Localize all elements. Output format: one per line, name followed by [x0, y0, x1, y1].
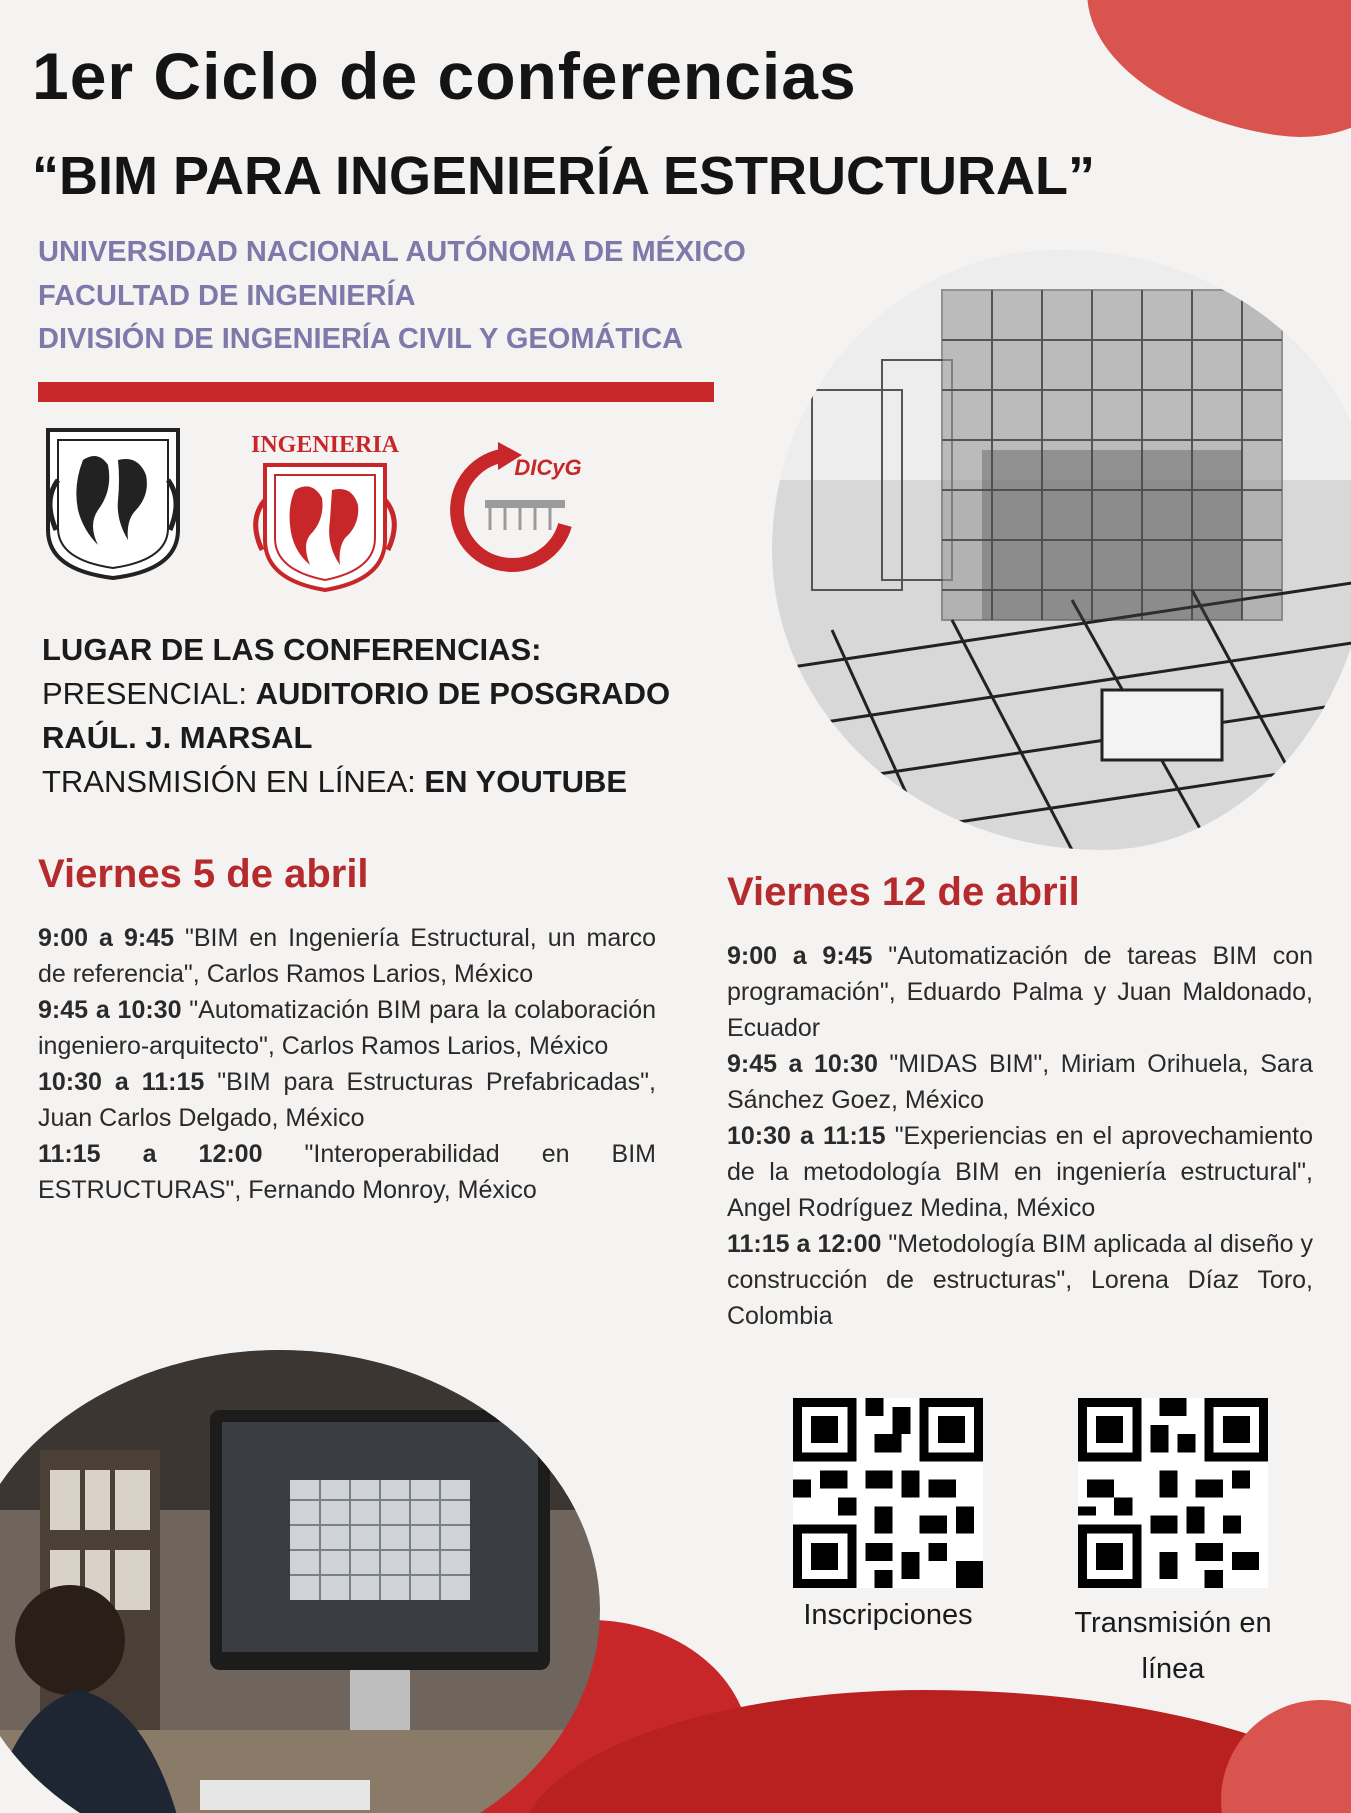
day1-schedule: [38, 920, 656, 1208]
day1-talk-3: [38, 1064, 656, 1136]
event-title: 1er Ciclo de conferencias: [32, 39, 857, 113]
talk-time: 9:45 a 10:30: [38, 996, 182, 1024]
talk-time: 11:15 a 12:00: [727, 1230, 882, 1258]
unam-seal-icon: [38, 420, 188, 580]
talk-description: "Automatización BIM para la colaboración ingeniero-arquitecto", Carlos Ramos Larios, México: [38, 996, 656, 1060]
talk-description: "Interoperabilidad en BIM ESTRUCTURAS", Fernando Monroy, México: [38, 1140, 657, 1204]
dicyg-logo-text: DICyG: [514, 455, 582, 480]
decorative-red-shape-top-right: [1071, 0, 1351, 152]
talk-time: 10:30 a 11:15: [38, 1068, 205, 1096]
dicyg-logo-icon: [440, 430, 590, 580]
inscripciones-label: Inscripciones: [803, 1599, 973, 1631]
talk-description: "Metodología BIM aplicada al diseño y construcción de estructuras", Lorena Díaz Toro, Colombia: [727, 1230, 1314, 1330]
day1-talk-1: [38, 920, 656, 992]
day2-schedule: [727, 938, 1313, 1334]
institution-university: UNIVERSIDAD NACIONAL AUTÓNOMA DE MÉXICO: [38, 236, 746, 268]
day1-talk-4: [38, 1136, 656, 1208]
inscripciones-qr-code-icon[interactable]: [793, 1398, 983, 1588]
venue-online-label: TRANSMISIÓN EN LÍNEA:: [42, 764, 416, 799]
transmision-label: [1043, 1600, 1303, 1692]
day1-talk-2: [38, 992, 656, 1064]
venue-presencial-value: AUDITORIO DE POSGRADO: [255, 676, 671, 711]
talk-description: "BIM en Ingeniería Estructural, un marco de referencia", Carlos Ramos Larios, México: [38, 924, 656, 988]
ingenieria-seal-icon: [240, 420, 410, 595]
talk-time: 10:30 a 11:15: [727, 1122, 886, 1150]
building-structure-image: [772, 250, 1351, 850]
engineer-at-computer-image: [0, 1350, 600, 1813]
day2-talk-2: [727, 1046, 1313, 1118]
decorative-red-shape-bottom-right: [1221, 1700, 1351, 1813]
red-divider: [38, 382, 714, 402]
talk-time: 9:45 a 10:30: [727, 1050, 878, 1078]
talk-time: 9:00 a 9:45: [727, 942, 873, 970]
transmision-label-line1: Transmisión en: [1074, 1607, 1272, 1639]
ingenieria-logo-text: INGENIERIA: [250, 432, 400, 458]
talk-description: "Experiencias en el aprovechamiento de la metodología BIM en ingeniería estructural", Angel Rodríguez Medina, México: [727, 1122, 1314, 1222]
transmision-label-line2: línea: [1141, 1653, 1205, 1685]
venue-block: [42, 628, 670, 804]
talk-description: "Automatización de tareas BIM con programación", Eduardo Palma y Juan Maldonado, Ecuador: [727, 942, 1314, 1042]
transmision-qr-code-icon[interactable]: [1078, 1398, 1268, 1588]
event-subtitle: “BIM PARA INGENIERÍA ESTRUCTURAL”: [32, 146, 1095, 206]
venue-heading: LUGAR DE LAS CONFERENCIAS:: [42, 632, 542, 667]
talk-time: 9:00 a 9:45: [38, 924, 174, 952]
day2-talk-1: [727, 938, 1313, 1046]
venue-presencial-label: PRESENCIAL:: [42, 676, 248, 711]
institution-division: DIVISIÓN DE INGENIERÍA CIVIL Y GEOMÁTICA: [38, 323, 684, 355]
day2-talk-3: [727, 1118, 1313, 1226]
venue-presencial-value2: RAÚL. J. MARSAL: [42, 720, 313, 755]
day2-heading: Viernes 12 de abril: [727, 870, 1080, 914]
venue-online-value: EN YOUTUBE: [424, 764, 628, 799]
institution-faculty: FACULTAD DE INGENIERÍA: [38, 280, 416, 312]
talk-description: "BIM para Estructuras Prefabricadas", Juan Carlos Delgado, México: [38, 1068, 656, 1132]
day2-talk-4: [727, 1226, 1313, 1334]
day1-heading: Viernes 5 de abril: [38, 852, 369, 896]
talk-time: 11:15 a 12:00: [38, 1140, 263, 1168]
talk-description: "MIDAS BIM", Miriam Orihuela, Sara Sánchez Goez, México: [727, 1050, 1313, 1114]
